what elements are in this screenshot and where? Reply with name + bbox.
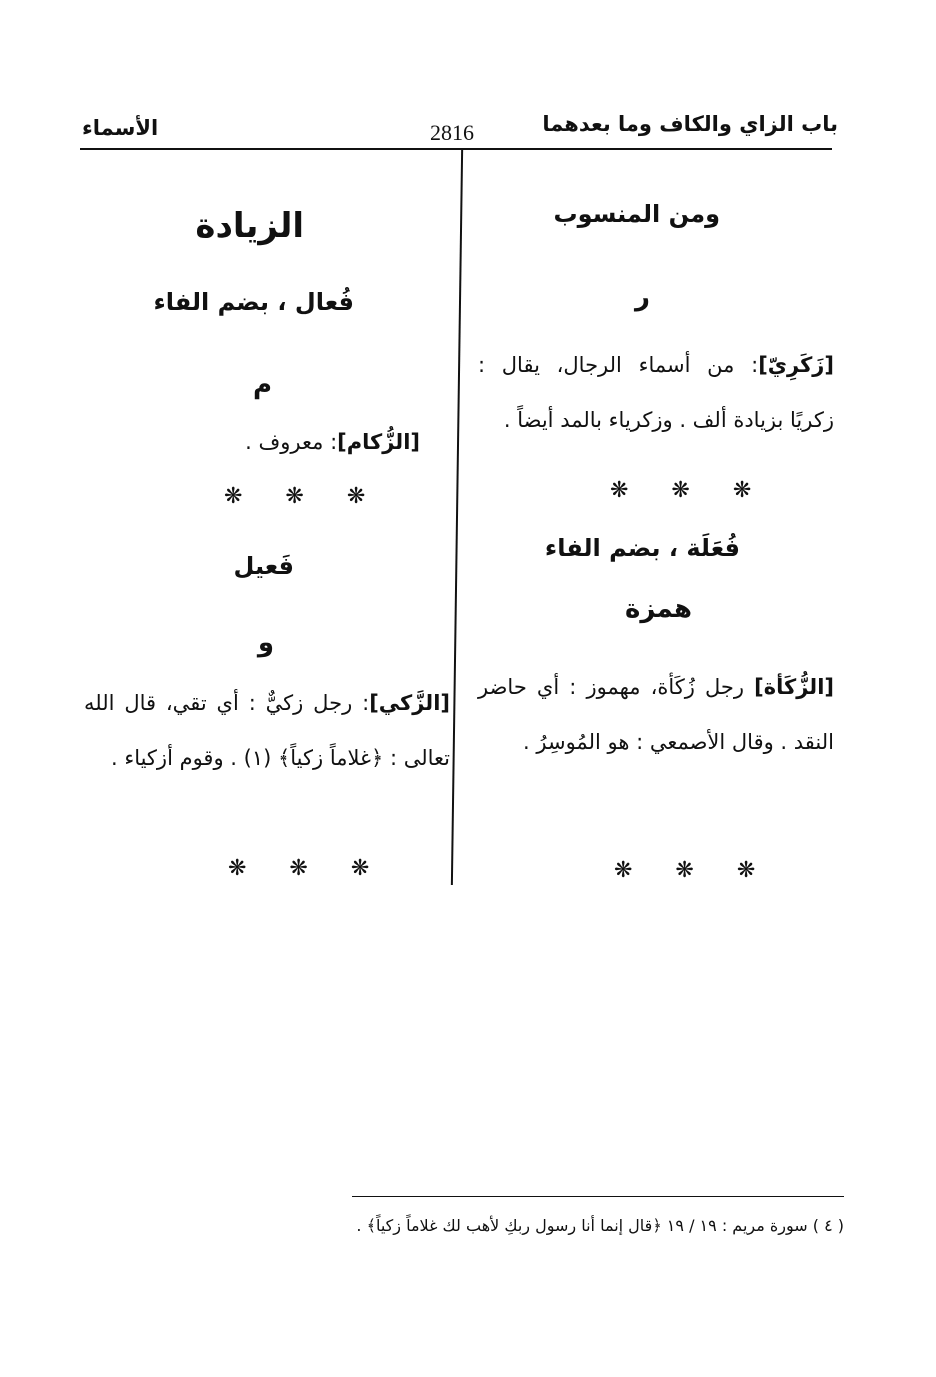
entry-lemma: [الزُّكَأة] bbox=[754, 675, 834, 699]
header-rule bbox=[80, 148, 832, 150]
entry-lemma: [الزَّكي] bbox=[369, 691, 450, 715]
running-header-chapter: باب الزاي والكاف وما بعدهما bbox=[542, 112, 838, 136]
entry-text: : معروف . bbox=[245, 430, 338, 454]
dictionary-entry bbox=[478, 338, 834, 448]
page-number: 2816 bbox=[430, 120, 474, 145]
letter-heading: و bbox=[257, 628, 274, 658]
entry-text: : رجل زكيٌّ : أي تقي، قال الله تعالى : ﴿غلاماً زكياً﴾ (١) . وقوم أزكياء . bbox=[84, 691, 450, 770]
footnote-rule bbox=[352, 1196, 844, 1197]
dictionary-entry bbox=[478, 660, 834, 770]
dictionary-entry bbox=[84, 676, 450, 786]
pattern-heading: فَعيل bbox=[233, 552, 294, 580]
dictionary-entry bbox=[245, 430, 420, 454]
section-separator: ❋ ❋ ❋ bbox=[228, 856, 388, 881]
footnote: ( ٤ ) سورة مريم : ١٩ / ١٩ ﴿قال إنما أنا رسول ربكِ لأهب لك غلاماً زكياً﴾ . bbox=[356, 1216, 844, 1235]
letter-heading: همزة bbox=[625, 594, 692, 624]
section-separator: ❋ ❋ ❋ bbox=[224, 484, 384, 509]
running-header-section: الأسماء bbox=[82, 116, 159, 140]
section-separator: ❋ ❋ ❋ bbox=[614, 858, 774, 883]
pattern-heading: فُعال ، بضم الفاء bbox=[153, 288, 354, 316]
section-separator: ❋ ❋ ❋ bbox=[610, 478, 770, 503]
column-divider bbox=[451, 150, 463, 885]
letter-heading: م bbox=[252, 370, 272, 400]
letter-heading: ر bbox=[635, 282, 650, 312]
entry-lemma: [زَكَرِيّ] bbox=[758, 353, 834, 377]
entry-text: : من أسماء الرجال، يقال : زكريًا بزيادة ألف . وزكرياء بالمد أيضاً . bbox=[478, 353, 834, 432]
pattern-heading: فُعَلَة ، بضم الفاء bbox=[544, 534, 740, 562]
section-heading: الزيادة bbox=[195, 206, 304, 246]
section-heading: ومن المنسوب bbox=[553, 200, 720, 228]
entry-lemma: [الزُّكام] bbox=[337, 430, 420, 454]
entry-text: رجل زُكَأة، مهموز : أي حاضر النقد . وقال الأصمعي : هو المُوسِرُ . bbox=[478, 675, 834, 754]
